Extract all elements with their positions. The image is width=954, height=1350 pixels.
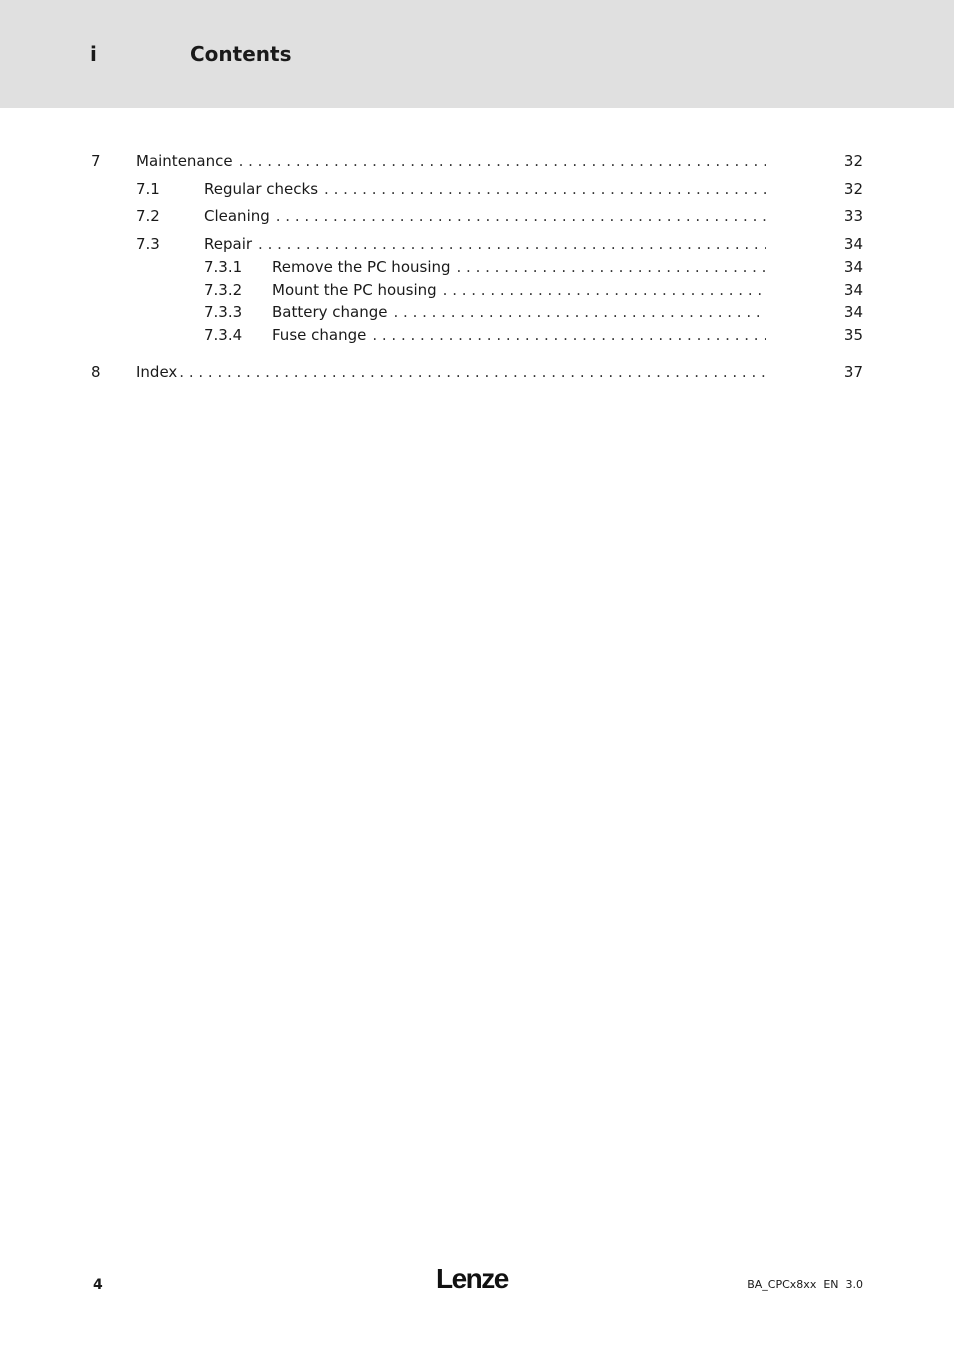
toc-label: Battery change <box>272 301 394 323</box>
footer-document-id: BA_CPCx8xx EN 3.0 <box>747 1278 863 1291</box>
toc-label-wrap <box>272 279 766 301</box>
toc-label: Remove the PC housing <box>272 256 457 278</box>
footer-page-number: 4 <box>93 1277 103 1293</box>
toc-number: 7.3.1 <box>204 258 243 276</box>
toc-label: Fuse change <box>272 324 372 346</box>
toc-label-wrap <box>204 233 766 255</box>
toc-label: Cleaning <box>204 205 276 227</box>
toc-leader-dots <box>324 178 766 200</box>
toc-page-number: 32 <box>843 152 863 170</box>
toc-leader-dots <box>258 233 766 255</box>
toc-page-number: 34 <box>843 235 863 253</box>
toc-page-number: 34 <box>843 258 863 276</box>
lenze-logo: Lenze <box>436 1263 508 1294</box>
toc-page-number: 37 <box>843 363 863 381</box>
toc-leader-dots <box>179 361 766 383</box>
toc-page-number: 34 <box>843 281 863 299</box>
toc-leader-dots <box>443 279 766 301</box>
toc-number: 7.3 <box>136 235 160 253</box>
toc-entry-7-3-3[interactable] <box>0 301 954 323</box>
toc-entry-7-3-2[interactable] <box>0 279 954 301</box>
toc-entry-7-3-1[interactable] <box>0 256 954 278</box>
toc-entry-7-2[interactable] <box>0 205 954 227</box>
toc-label-wrap <box>204 178 766 200</box>
toc-number: 7.3.3 <box>204 303 243 321</box>
toc-page-number: 35 <box>843 326 863 344</box>
toc-label-wrap <box>272 301 766 323</box>
toc-entry-8[interactable] <box>0 361 954 383</box>
toc-entry-7-3[interactable] <box>0 233 954 255</box>
toc-page-number: 32 <box>843 180 863 198</box>
section-marker: i <box>90 42 97 66</box>
toc-leader-dots <box>372 324 766 346</box>
toc-page-number: 33 <box>843 207 863 225</box>
toc-page-number: 34 <box>843 303 863 321</box>
toc-label-wrap <box>204 205 766 227</box>
toc-label-wrap <box>272 324 766 346</box>
page-title: Contents <box>190 42 292 66</box>
toc-leader-dots <box>276 205 766 227</box>
toc-number: 7.3.4 <box>204 326 243 344</box>
toc-leader-dots <box>394 301 767 323</box>
toc-label: Mount the PC housing <box>272 279 443 301</box>
toc-label: Maintenance <box>136 150 239 172</box>
toc-label-wrap <box>136 361 766 383</box>
toc-number: 7.2 <box>136 207 160 225</box>
toc-leader-dots <box>239 150 766 172</box>
toc-number: 7.1 <box>136 180 160 198</box>
toc-number: 8 <box>91 363 101 381</box>
toc-leader-dots <box>457 256 766 278</box>
toc-label-wrap <box>272 256 766 278</box>
toc-label: Index <box>136 363 178 381</box>
toc-number: 7.3.2 <box>204 281 243 299</box>
toc-entry-7-3-4[interactable] <box>0 324 954 346</box>
toc-label: Repair <box>204 233 258 255</box>
toc-number: 7 <box>91 152 101 170</box>
toc-label-wrap <box>136 150 766 172</box>
toc-entry-7[interactable] <box>0 150 954 172</box>
toc-entry-7-1[interactable] <box>0 178 954 200</box>
toc-label: Regular checks <box>204 178 324 200</box>
header-band <box>0 0 954 108</box>
